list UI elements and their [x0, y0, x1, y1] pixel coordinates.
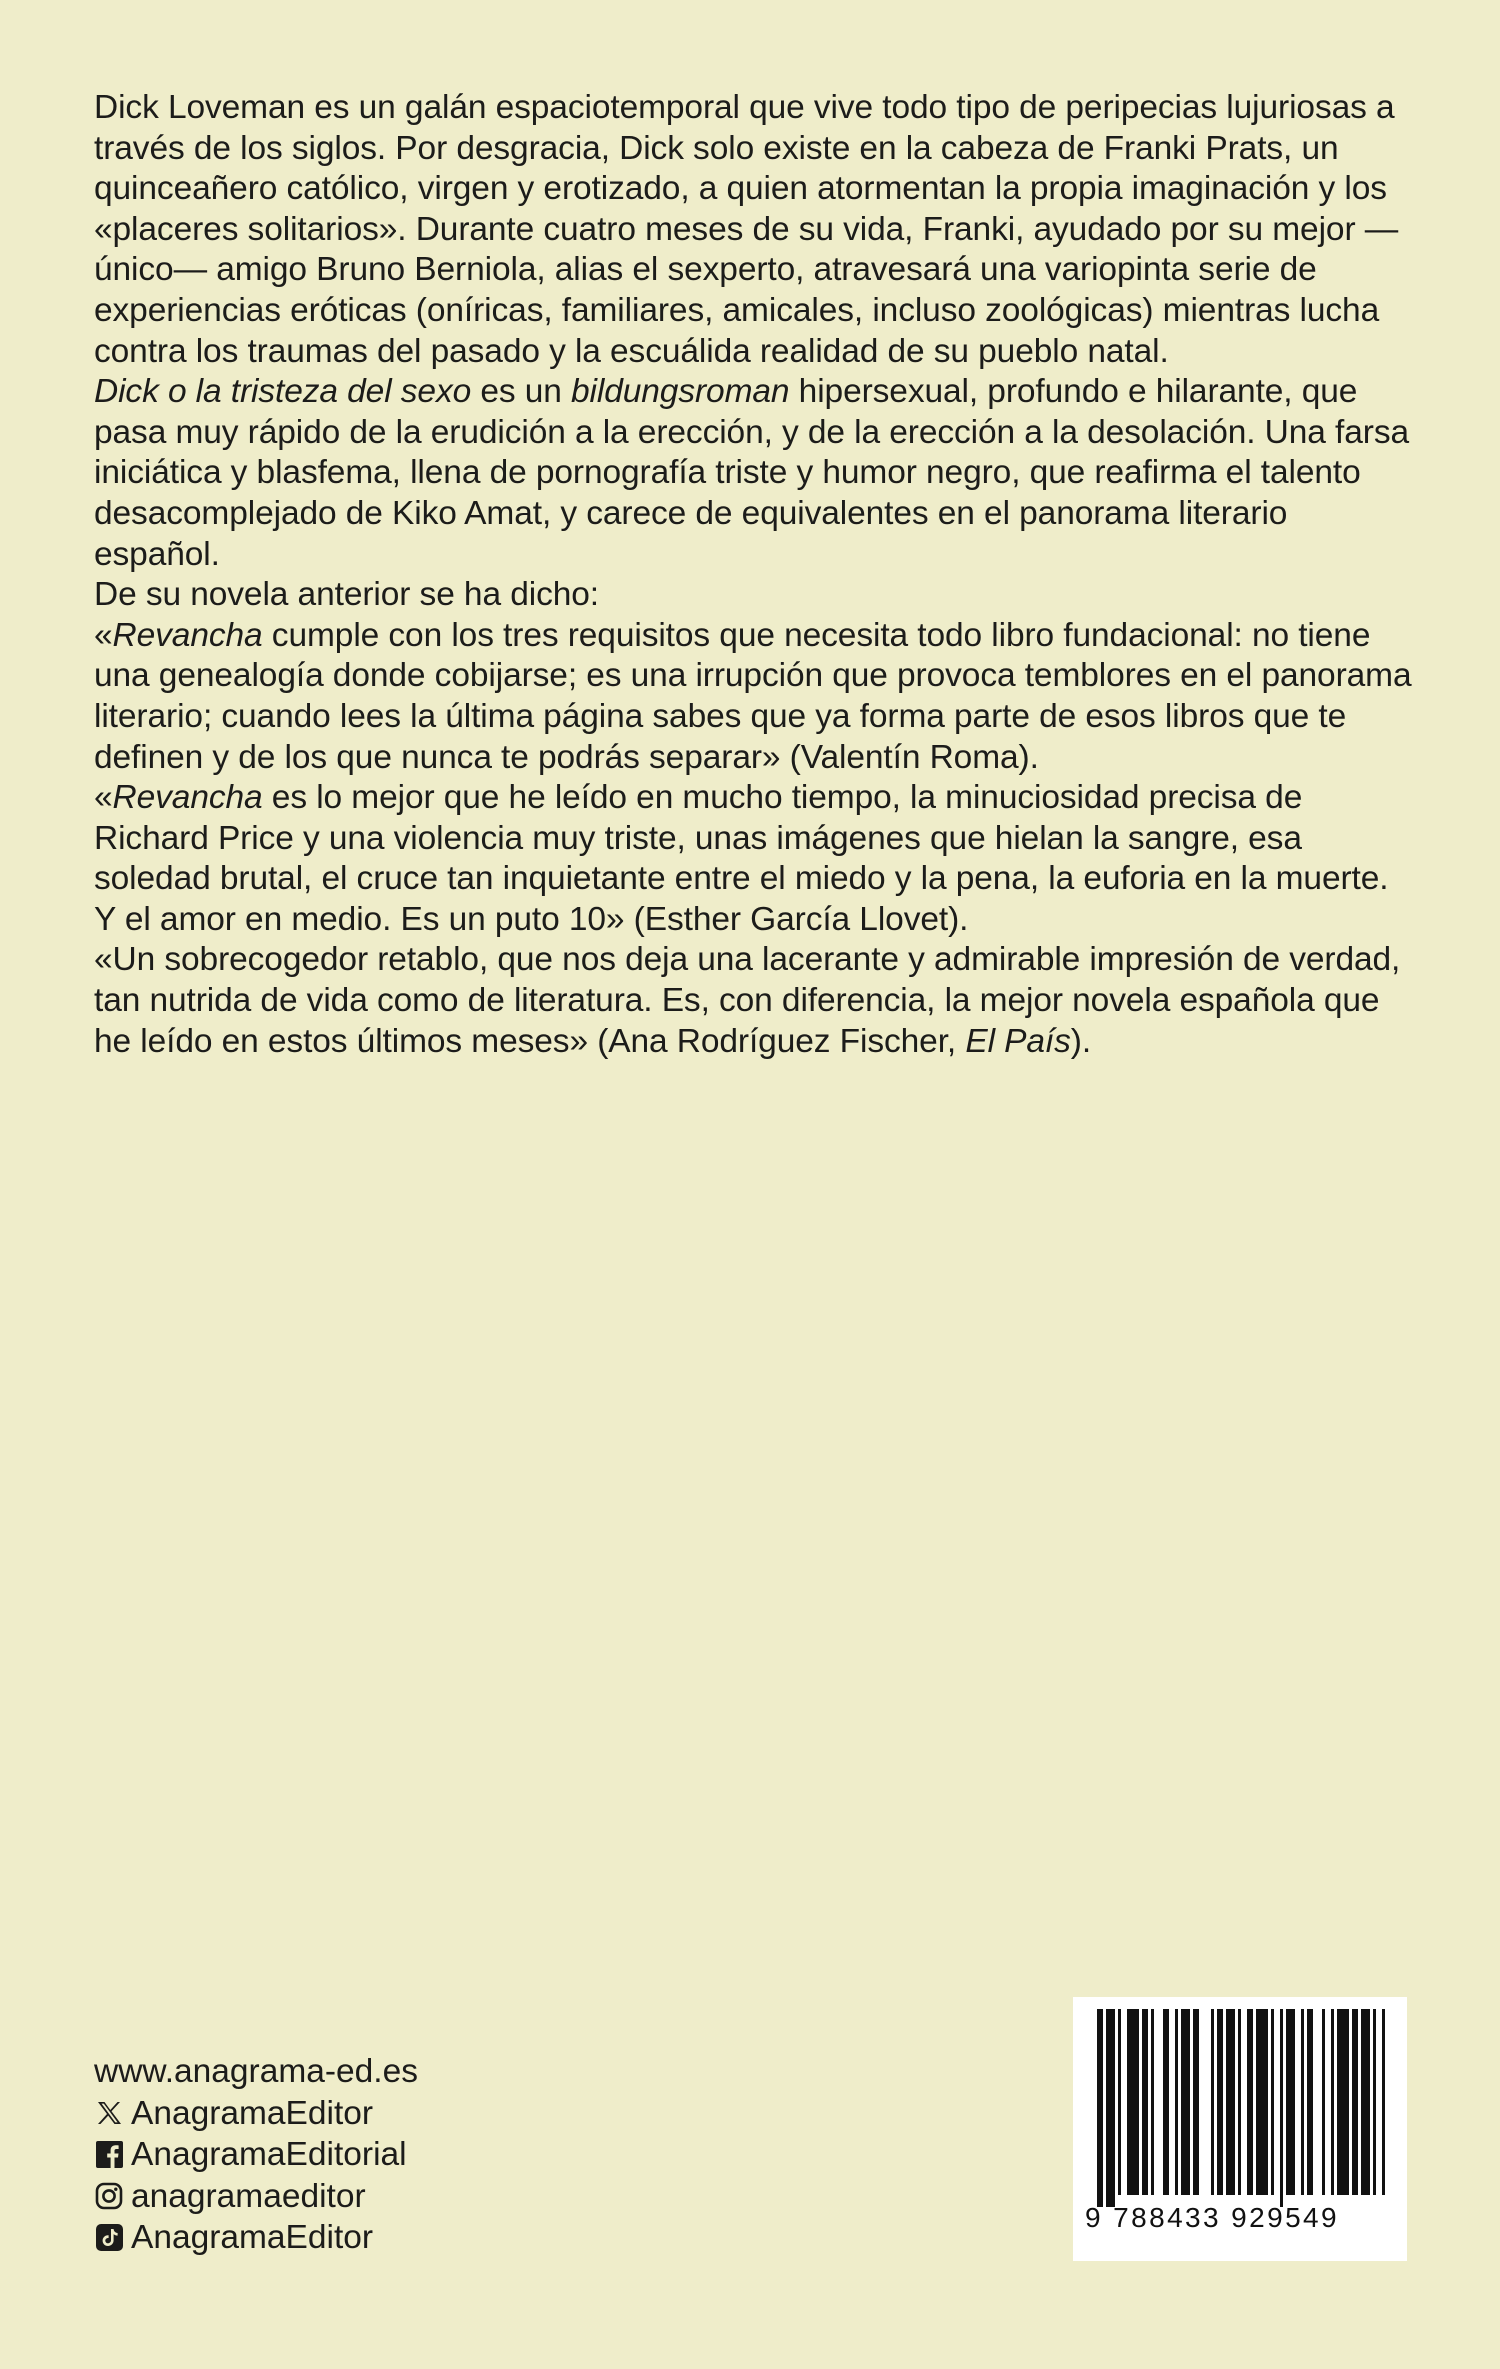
tiktok-handle: AnagramaEditor — [131, 2219, 374, 2256]
quote-mark: « — [94, 779, 113, 817]
facebook-link[interactable] — [94, 2134, 418, 2176]
book-title: Dick o la tristeza del sexo — [94, 373, 472, 411]
previous-novel-heading: De su novela anterior se ha dicho: — [94, 576, 599, 614]
facebook-handle: AnagramaEditorial — [131, 2136, 407, 2173]
genre-text-cont: hipersexual, profundo e hilarante, que pasa muy rápido de la erudición a la erección, y de la erección a la desolación. Una farsa iniciática y blasfema, llena de pornografía triste y humor negro, que reafirma el talento desacomplejado de Kiko Amat, y carece de equivalentes en el panorama literario español. — [94, 373, 1410, 573]
barcode-bar — [1331, 2009, 1334, 2195]
website-text: www.anagrama-ed.es — [94, 2053, 418, 2090]
x-icon — [94, 2098, 124, 2128]
genre-term: bildungsroman — [571, 373, 790, 411]
synopsis-paragraph: Dick Loveman es un galán espaciotemporal que vive todo tipo de peripecias lujuriosas a través de los siglos. Por desgracia, Dick solo existe en la cabeza de Franki Prats, un quinceañero católico, virgen y erotizado, a quien atormentan la propia imaginación y los «placeres solitarios». Durante cuatro meses de su vida, Franki, ayudado por su mejor —único— amigo Bruno Berniola, alias el sexperto, atravesará una variopinta serie de experiencias eróticas (oníricas, familiares, amicales, incluso zoológicas) mientras lucha contra los traumas del pasado y la escuálida realidad de su pueblo natal. — [94, 89, 1399, 370]
x-link[interactable] — [94, 2093, 418, 2135]
barcode-bar — [1286, 2009, 1295, 2195]
barcode-bar — [1373, 2009, 1376, 2195]
barcode-bar — [1361, 2009, 1370, 2195]
barcode-bar — [1280, 2009, 1283, 2207]
tiktok-icon — [94, 2223, 124, 2253]
barcode-bar — [1307, 2009, 1313, 2195]
genre-text: es un — [471, 373, 571, 411]
quote-text: «Un sobrecogedor retablo, que nos deja una lacerante y admirable impresión de verdad, tan nutrida de vida como de literatura. Es, con diferencia, la mejor novela española que he leído en estos últimos meses» (Ana Rodríguez Fischer, — [94, 941, 1401, 1060]
quoted-title: Revancha — [112, 779, 263, 817]
review-quote-3 — [94, 940, 1414, 1062]
barcode-bar — [1151, 2009, 1154, 2195]
instagram-icon — [94, 2181, 124, 2211]
facebook-icon — [94, 2140, 124, 2170]
barcode-bar — [1322, 2009, 1325, 2195]
barcode-bar — [1097, 2009, 1103, 2207]
barcode-bar — [1256, 2009, 1268, 2195]
quote-end: ). — [1070, 1022, 1092, 1060]
isbn-number: 9 788433 929549 — [1085, 2202, 1339, 2233]
review-quote-1 — [94, 616, 1414, 778]
barcode-bar — [1247, 2009, 1253, 2195]
barcode-bar — [1217, 2009, 1223, 2195]
barcode-bar — [1175, 2009, 1178, 2195]
instagram-handle: anagramaeditor — [131, 2177, 366, 2215]
barcode-bar — [1106, 2009, 1115, 2207]
barcode-bar — [1193, 2009, 1199, 2195]
x-handle: AnagramaEditor — [131, 2094, 374, 2132]
instagram-link[interactable] — [94, 2176, 418, 2218]
barcode-bar — [1271, 2009, 1274, 2195]
website-link[interactable] — [94, 2051, 418, 2093]
publisher-social-links — [94, 2051, 418, 2259]
barcode-bar — [1118, 2009, 1121, 2195]
review-quote-2 — [94, 778, 1414, 940]
barcode-bar — [1127, 2009, 1139, 2195]
quote-text: es lo mejor que he leído en mucho tiempo, la minuciosidad precisa de Richard Price y una violencia muy triste, unas imágenes que hielan la sangre, esa soledad brutal, el cruce tan inquietante entre el miedo y la pena, la euforia en la muerte. Y el amor en medio. Es un puto 10» (Esther García Llovet). — [94, 779, 1389, 938]
barcode-bar — [1142, 2009, 1148, 2195]
barcode-bar — [1211, 2009, 1214, 2195]
barcode-bar — [1226, 2009, 1235, 2195]
barcode-bar — [1163, 2009, 1169, 2195]
quote-text: cumple con los tres requisitos que necesita todo libro fundacional: no tiene una genealogía donde cobijarse; es una irrupción que provoca temblores en el panorama literario; cuando lees la última página sabes que ya forma parte de esos libros que te definen y de los que nunca te podrás separar» (Valentín Roma). — [94, 616, 1412, 776]
quoted-title: Revancha — [112, 616, 263, 654]
barcode-bar — [1301, 2009, 1304, 2195]
genre-paragraph — [94, 372, 1414, 575]
quote-mark: « — [94, 616, 113, 654]
barcode-bar — [1181, 2009, 1190, 2195]
quote-source: El País — [965, 1022, 1071, 1060]
barcode-bar — [1352, 2009, 1358, 2195]
barcode-bar — [1238, 2009, 1241, 2195]
barcode-bar — [1382, 2009, 1385, 2195]
isbn-barcode — [1073, 1997, 1407, 2261]
barcode-bar — [1337, 2009, 1349, 2195]
blurb — [94, 88, 1414, 1062]
tiktok-link[interactable] — [94, 2217, 418, 2259]
